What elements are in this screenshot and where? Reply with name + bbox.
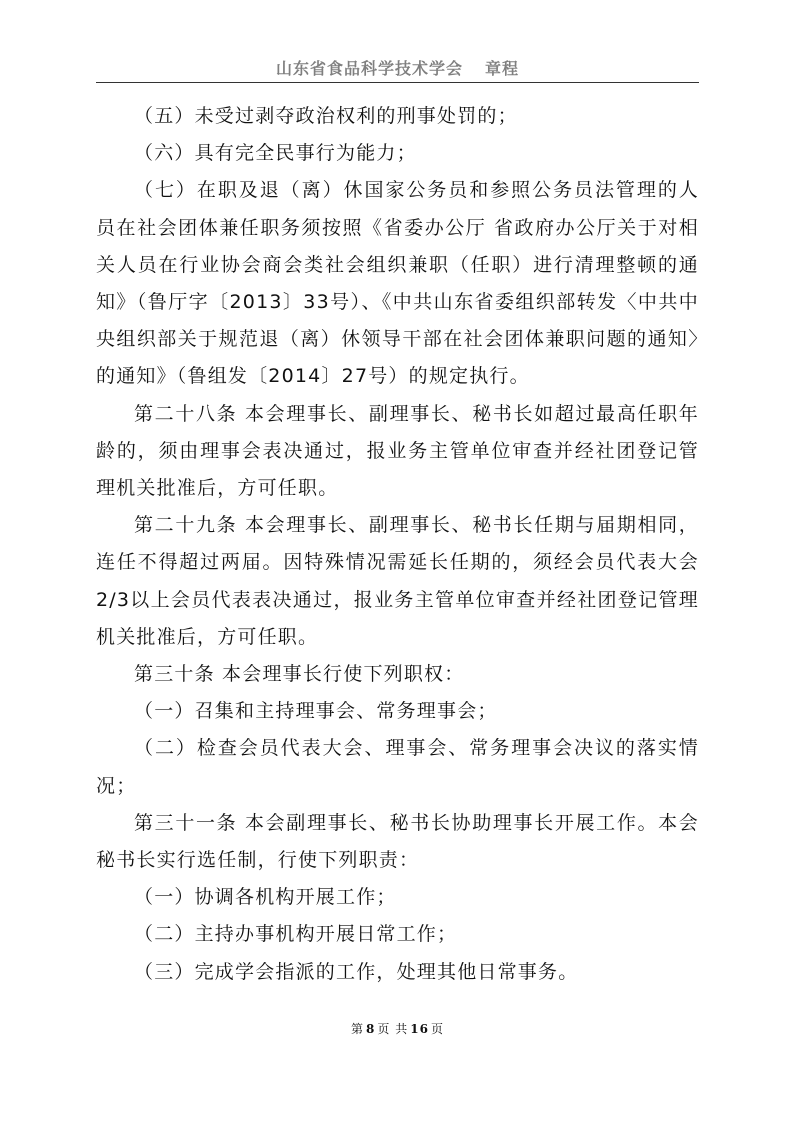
paragraph: （一）协调各机构开展工作；: [134, 886, 397, 909]
page-header: [96, 58, 699, 80]
footer-total-pages: 16: [410, 1022, 429, 1036]
header-rule: [96, 82, 699, 83]
footer-prefix: 第: [351, 1022, 365, 1036]
footer-suffix: 页: [430, 1022, 444, 1036]
paragraph: 第三十条 本会理事长行使下列职权：: [134, 663, 465, 686]
paragraph: （七）在职及退（离）休国家公务员和参照公务员法管理的人员在社会团体兼任职务须按照《省委办公厅 省政府办公厅关于对相关人员在行业协会商会类社会组织兼职（任职）进行清理整顿的通知》（鲁厅字〔2013〕33号）、《中共山东省委组织部转发〈中共中央组织部关于规范退（离）休领导干部在社会团体兼职问题的通知〉的通知》（鲁组发〔2014〕27号）的规定执行。: [96, 179, 699, 388]
paragraph: （五）未受过剥夺政治权利的刑事处罚的；: [134, 105, 518, 127]
paragraph: （三）完成学会指派的工作，处理其他日常事务。: [134, 960, 579, 983]
page-footer: [96, 1020, 699, 1037]
paragraph: 第三十一条 本会副理事长、秘书长协助理事长开展工作。本会秘书长实行选任制，行使下列职责：: [96, 811, 699, 872]
paragraph: （二）主持办事机构开展日常工作；: [134, 923, 458, 946]
paragraph: 第二十八条 本会理事长、副理事长、秘书长如超过最高任职年龄的，须由理事会表决通过，报业务主管单位审查并经社团登记管理机关批准后，方可任职。: [96, 402, 699, 500]
document-body: [96, 98, 699, 991]
paragraph: 第二十九条 本会理事长、副理事长、秘书长任期与届期相同，连任不得超过两届。因特殊情况需延长任期的，须经会员代表大会2/3以上会员代表表决通过，报业务主管单位审查并经社团登记管理机关批准后，方可任职。: [96, 514, 699, 648]
footer-middle: 页 共: [377, 1022, 409, 1036]
paragraph: （六）具有完全民事行为能力；: [134, 142, 417, 165]
paragraph: （二）检查会员代表大会、理事会、常务理事会决议的落实情况；: [96, 737, 699, 797]
paragraph: （一）召集和主持理事会、常务理事会；: [134, 700, 498, 723]
header-org-name: 山东省食品科学技术学会: [275, 59, 463, 78]
header-doc-title: 章程: [485, 59, 520, 78]
footer-page-number: 8: [366, 1022, 376, 1036]
